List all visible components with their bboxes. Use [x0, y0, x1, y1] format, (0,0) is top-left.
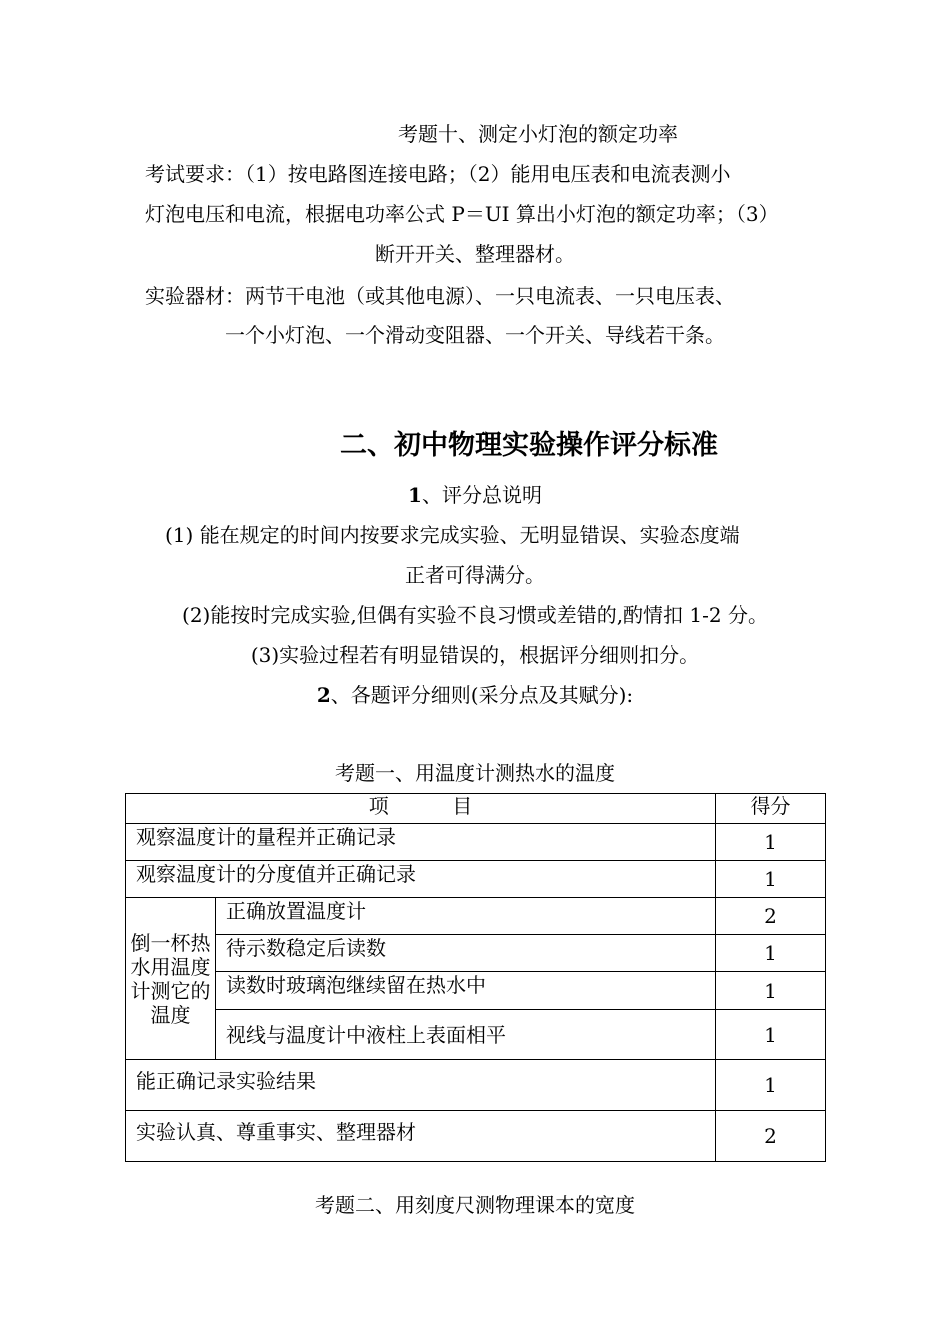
table-row	[126, 824, 826, 861]
row-item: 待示数稳定后读数	[216, 935, 716, 972]
table-row	[126, 972, 826, 1010]
header-score: 得分	[716, 794, 826, 824]
row-score: 1	[716, 1010, 826, 1060]
row-score: 2	[716, 898, 826, 935]
table-header-row	[126, 794, 826, 824]
header-item: 项 目	[126, 794, 716, 824]
subheading-details	[0, 683, 950, 707]
rule2: (2)能按时完成实验,但偶有实验不良习惯或差错的,酌情扣 1-2 分。	[182, 603, 768, 627]
rule1-line2: 正者可得满分。	[405, 563, 545, 587]
subheading-general	[0, 483, 950, 507]
exam-requirements-line2: 灯泡电压和电流，根据电功率公式 P＝UI 算出小灯泡的额定功率；（3）	[145, 202, 779, 226]
subheading-number: 1	[408, 483, 422, 507]
table-row	[126, 1111, 826, 1162]
row-item: 能正确记录实验结果	[126, 1060, 716, 1111]
section-heading: 二、初中物理实验操作评分标准	[340, 430, 718, 461]
subheading-number: 2	[316, 683, 331, 707]
table-row	[126, 898, 826, 935]
exam10-title: 考题十、测定小灯泡的额定功率	[398, 122, 678, 146]
row-score: 1	[716, 935, 826, 972]
scoring-table	[125, 793, 826, 1162]
row-score: 2	[716, 1111, 826, 1162]
table-caption: 考题一、用温度计测热水的温度	[335, 761, 615, 785]
table-row	[126, 1010, 826, 1060]
rule3: (3)实验过程若有明显错误的，根据评分细则扣分。	[250, 643, 700, 667]
row-score: 1	[716, 861, 826, 898]
table-row	[126, 1060, 826, 1111]
table-row	[126, 861, 826, 898]
table-row	[126, 935, 826, 972]
row-item: 观察温度计的分度值并正确记录	[126, 861, 716, 898]
row-score: 1	[716, 824, 826, 861]
row-item: 读数时玻璃泡继续留在热水中	[216, 972, 716, 1010]
exam-requirements-line1: 考试要求：（1）按电路图连接电路；（2）能用电压表和电流表测小	[145, 162, 731, 186]
row-item: 视线与温度计中液柱上表面相平	[216, 1010, 716, 1060]
equipment-line1: 实验器材：两节干电池（或其他电源）、一只电流表、一只电压表、	[145, 284, 735, 308]
rule1-line1: (1) 能在规定的时间内按要求完成实验、无明显错误、实验态度端	[165, 523, 740, 547]
row-item: 观察温度计的量程并正确记录	[126, 824, 716, 861]
equipment-line2: 一个小灯泡、一个滑动变阻器、一个开关、导线若干条。	[225, 323, 725, 347]
row-score: 1	[716, 972, 826, 1010]
next-exam-title: 考题二、用刻度尺测物理课本的宽度	[315, 1193, 635, 1217]
subheading-text: 、评分总说明	[421, 483, 542, 507]
subheading-text: 、各题评分细则(采分点及其赋分):	[330, 683, 634, 707]
row-item: 正确放置温度计	[216, 898, 716, 935]
group-label: 倒一杯热水用温度计测它的温度	[126, 898, 216, 1060]
exam-requirements-line3: 断开开关、整理器材。	[375, 242, 575, 266]
row-score: 1	[716, 1060, 826, 1111]
row-item: 实验认真、尊重事实、整理器材	[126, 1111, 716, 1162]
